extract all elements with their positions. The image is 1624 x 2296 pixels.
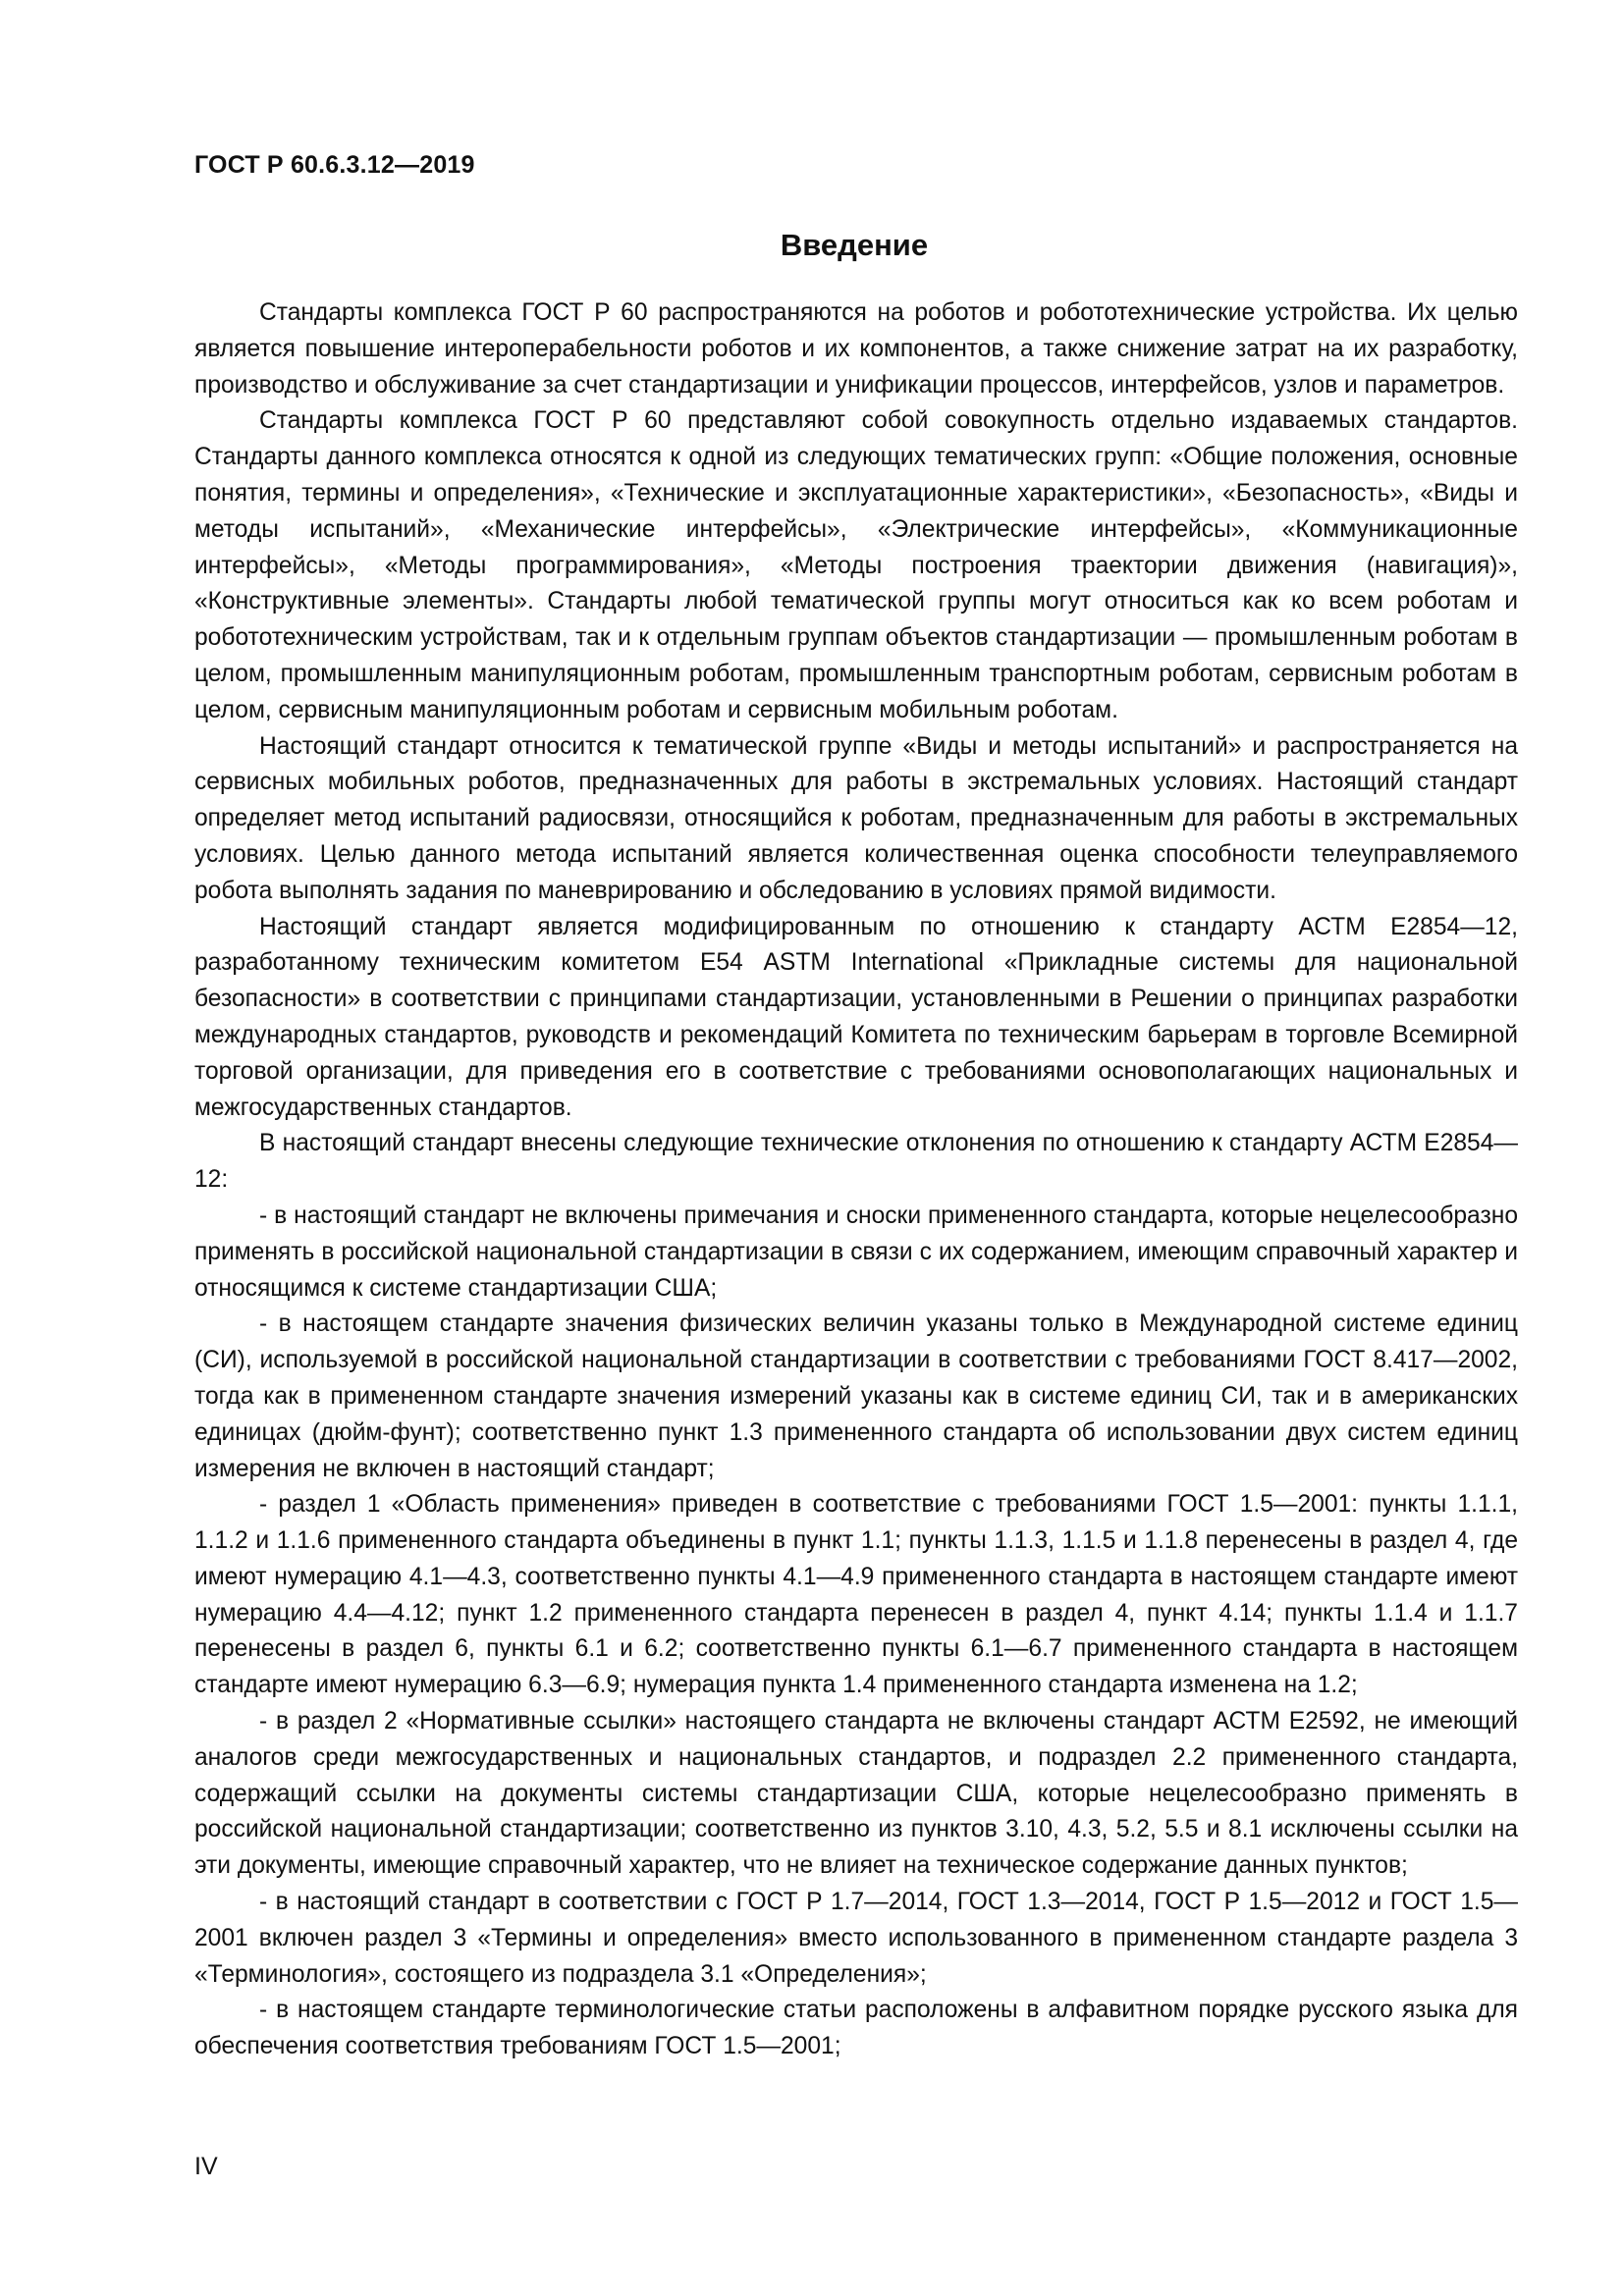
list-item: - в настоящем стандарте значения физических величин указаны только в Международной системе единиц (СИ), используемой в российской национальной стандартизации в соответствии с требованиями ГОСТ 8.417—2002, тогда как в примененном стандарте значения измерений указаны как в системе единиц СИ, так и в американских единицах (дюйм-фунт); соответственно пункт 1.3 примененного стандарта об использовании двух систем единиц измерения не включен в настоящий стандарт; <box>194 1310 1518 1482</box>
paragraph: Стандарты комплекса ГОСТ Р 60 представляют собой совокупность отдельно издаваемых стандартов. Стандарты данного комплекса относятся к одной из следующих тематических групп: «Общие положения, основные понятия, термины и определения», «Технические и эксплуатационные характеристики», «Безопасность», «Виды и методы испытаний», «Механические интерфейсы», «Электрические интерфейсы», «Коммуникационные интерфейсы», «Методы программирования», «Методы построения траектории движения (навигация)», «Конструктивные элементы». Стандарты любой тематической группы могут относиться как ко всем роботам и робототехническим устройствам, так и к отдельным группам объектов стандартизации — промышленным роботам в целом, промышленным манипуляционным роботам, промышленным транспортным роботам, сервисным роботам в целом, сервисным манипуляционным роботам и сервисным мобильным роботам. <box>194 407 1518 723</box>
document-code: ГОСТ Р 60.6.3.12—2019 <box>194 151 475 179</box>
body-text <box>194 295 1518 2065</box>
paragraph: Настоящий стандарт относится к тематической группе «Виды и методы испытаний» и распространяется на сервисных мобильных роботов, предназначенных для работы в экстремальных условиях. Настоящий стандарт определяет метод испытаний радиосвязи, относящийся к роботам, предназначенным для работы в экстремальных условиях. Целью данного метода испытаний является количественная оценка способности телеуправляемого робота выполнять задания по маневрированию и обследованию в условиях прямой видимости. <box>194 732 1518 904</box>
list-item: - в раздел 2 «Нормативные ссылки» настоящего стандарта не включены стандарт АСТМ Е2592, не имеющий аналогов среди межгосударственных и национальных стандартов, и подраздел 2.2 примененного стандарта, содержащий ссылки на документы системы стандартизации США, которые нецелесообразно применять в российской национальной стандартизации; соответственно из пунктов 3.10, 4.3, 5.2, 5.5 и 8.1 исключены ссылки на эти документы, имеющие справочный характер, что не влияет на техническое содержание данных пунктов; <box>194 1708 1518 1880</box>
list-item: - в настоящий стандарт не включены примечания и сноски примененного стандарта, которые нецелесообразно применять в российской национальной стандартизации в связи с их содержанием, имеющим справочный характер и относящимся к системе стандартизации США; <box>194 1201 1518 1302</box>
paragraph: В настоящий стандарт внесены следующие технические отклонения по отношению к стандарту АСТМ Е2854—12: <box>194 1130 1518 1194</box>
list-item: - в настоящем стандарте терминологические статьи расположены в алфавитном порядке русского языка для обеспечения соответствия требованиям ГОСТ 1.5—2001; <box>194 1997 1518 2060</box>
list-item: - раздел 1 «Область применения» приведен в соответствие с требованиями ГОСТ 1.5—2001: пункты 1.1.1, 1.1.2 и 1.1.6 примененного стандарта объединены в пункт 1.1; пункты 1.1.3, 1.1.5 и 1.1.8 перенесены в раздел 4, где имеют нумерацию 4.1—4.3, соответственно пункты 4.1—4.9 примененного стандарта в настоящем стандарте имеют нумерацию 4.4—4.12; пункт 1.2 примененного стандарта перенесен в раздел 4, пункт 4.14; пункты 1.1.4 и 1.1.7 перенесены в раздел 6, пункты 6.1 и 6.2; соответственно пункты 6.1—6.7 примененного стандарта в настоящем стандарте имеют нумерацию 6.3—6.9; нумерация пункта 1.4 примененного стандарта изменена на 1.2; <box>194 1491 1518 1699</box>
list-item: - в настоящий стандарт в соответствии с ГОСТ Р 1.7—2014, ГОСТ 1.3—2014, ГОСТ Р 1.5—2012 и ГОСТ 1.5—2001 включен раздел 3 «Термины и определения» вместо использованного в примененном стандарте раздела 3 «Терминология», состоящего из подраздела 3.1 «Определения»; <box>194 1889 1518 1988</box>
section-title: Введение <box>780 228 929 262</box>
paragraph: Стандарты комплекса ГОСТ Р 60 распространяются на роботов и робототехнические устройства. Их целью является повышение интероперабельности роботов и их компонентов, а также снижение затрат на их разработку, производство и обслуживание за счет стандартизации и унификации процессов, интерфейсов, узлов и параметров. <box>194 299 1518 399</box>
paragraph: Настоящий стандарт является модифицированным по отношению к стандарту АСТМ Е2854—12, разработанному техническим комитетом Е54 ASTM International «Прикладные системы для национальной безопасности» в соответствии с принципами стандартизации, установленными в Решении о принципах разработки международных стандартов, руководств и рекомендаций Комитета по техническим барьерам в торговле Всемирной торговой организации, для приведения его в соответствие с требованиями основополагающих национальных и межгосударственных стандартов. <box>194 913 1518 1121</box>
page-number: IV <box>194 2153 218 2180</box>
